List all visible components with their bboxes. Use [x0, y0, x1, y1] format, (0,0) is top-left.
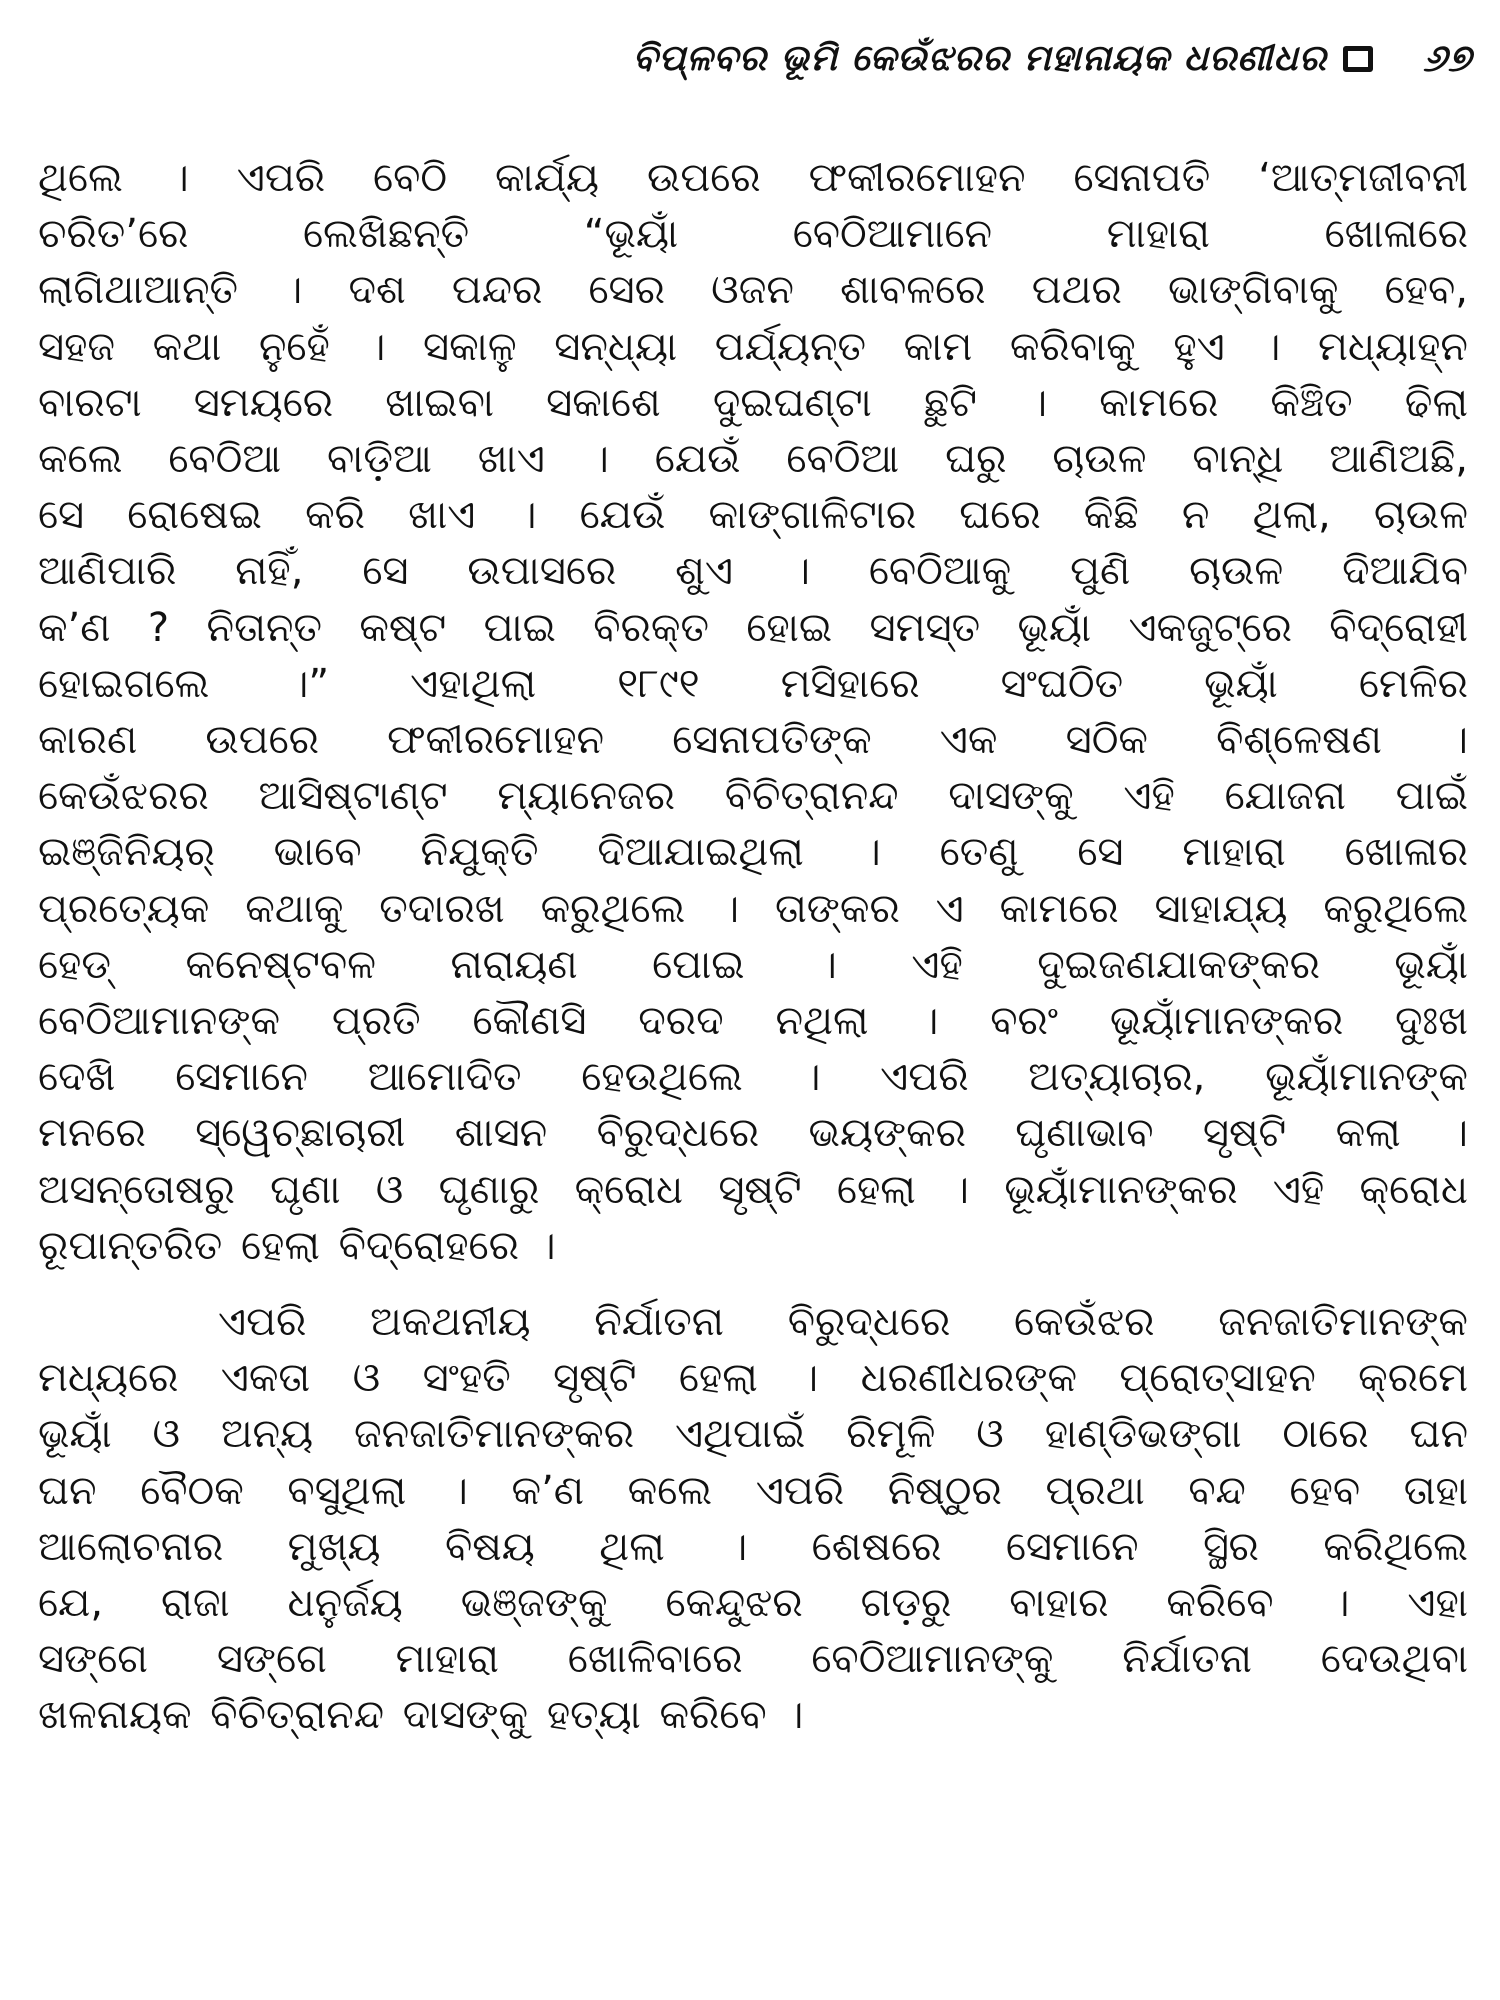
running-title: ବିପ୍ଳବର ଭୂମି କେଉଁଝରର ମହାନାୟକ ଧରଣୀଧର	[632, 37, 1327, 79]
paragraph-1	[38, 150, 1468, 1274]
text-line: କାରଣ ଉପରେ ଫକୀରମୋହନ ସେନାପତିଙ୍କ ଏକ ସଠିକ ବିଶ୍ଳେଷଣ ।	[38, 717, 1468, 764]
text-line: ଥିଲେ । ଏପରି ବେଠି କାର୍ଯ୍ୟ ଉପରେ ଫକୀରମୋହନ ସେନାପତି ‘ଆତ୍ମଜୀବନୀ	[38, 155, 1468, 201]
text-line: ଦେଖି ସେମାନେ ଆମୋଦିତ ହେଉଥିଲେ । ଏପରି ଅତ୍ୟାଚାର, ଭୂୟାଁମାନଙ୍କ	[38, 1054, 1468, 1101]
text-line: ମନରେ ସ୍ୱେଚ୍ଛାଚାରୀ ଶାସନ ବିରୁଦ୍ଧରେ ଭୟଙ୍କର ଘୃଣାଭାବ ସୃଷ୍ଟି କଲା ।	[38, 1110, 1468, 1157]
text-line: ମଧ୍ୟରେ ଏକତା ଓ ସଂହତି ସୃଷ୍ଟି ହେଲା । ଧରଣୀଧରଙ୍କ ପ୍ରୋତ୍ସାହନ କ୍ରମେ	[38, 1355, 1468, 1402]
text-line: ଯେ, ରାଜା ଧନୁର୍ଜୟ ଭଞ୍ଜଙ୍କୁ କେନ୍ଦୁଝର ଗଡ଼ରୁ ବାହାର କରିବେ । ଏହା	[38, 1580, 1468, 1627]
running-header	[0, 36, 1472, 81]
paragraph-gap	[38, 1274, 1468, 1294]
text-line: ଆଲୋଚନାର ମୁଖ୍ୟ ବିଷୟ ଥିଲା । ଶେଷରେ ସେମାନେ ସ୍ଥିର କରିଥିଲେ	[38, 1523, 1468, 1570]
text-line: ହୋଇଗଲେ ।” ଏହାଥିଲା ୧୮୯୧ ମସିହାରେ ସଂଘଠିତ ଭୂୟାଁ ମେଳିର	[38, 660, 1468, 707]
square-box-icon	[1343, 46, 1373, 72]
body-text	[38, 150, 1468, 1744]
text-line: ସଙ୍ଗେ ସଙ୍ଗେ ମାହାରା ଖୋଳିବାରେ ବେଠିଆମାନଙ୍କୁ ନିର୍ଯାତନା ଦେଉଥିବା	[38, 1636, 1468, 1683]
text-line: କଲେ ବେଠିଆ ବାଡ଼ିଆ ଖାଏ । ଯେଉଁ ବେଠିଆ ଘରୁ ଚାଉଳ ବାନ୍ଧି ଆଣିଅଛି,	[38, 436, 1468, 483]
text-line: ଭୂୟାଁ ଓ ଅନ୍ୟ ଜନଜାତିମାନଙ୍କର ଏଥିପାଇଁ ରିମୂଳି ଓ ହାଣ୍ଡିଭଙ୍ଗା ଠାରେ ଘନ	[38, 1411, 1468, 1458]
text-line: ବାରଟା ସମୟରେ ଖାଇବା ସକାଶେ ଦୁଇଘଣ୍ଟା ଛୁଟି । କାମରେ କିଞ୍ଚିତ ଢିଲା	[38, 379, 1468, 426]
text-line: ପ୍ରତ୍ୟେକ କଥାକୁ ତଦାରଖ କରୁଥିଲେ । ତାଙ୍କର ଏ କାମରେ ସାହାଯ୍ୟ କରୁଥିଲେ	[38, 885, 1468, 932]
text-line: ଚରିତ’ରେ ଲେଖିଛନ୍ତି “ଭୂୟାଁ ବେଠିଆମାନେ ମାହାରା ଖୋଳାରେ	[38, 211, 1468, 258]
text-line: ଅସନ୍ତୋଷରୁ ଘୃଣା ଓ ଘୃଣାରୁ କ୍ରୋଧ ସୃଷ୍ଟି ହେଲା । ଭୂୟାଁମାନଙ୍କର ଏହି କ୍ରୋଧ	[38, 1166, 1468, 1213]
text-line: ସେ ରୋଷେଇ କରି ଖାଏ । ଯେଉଁ କାଙ୍ଗାଳିଟାର ଘରେ କିଛି ନ ଥିଲା, ଚାଉଳ	[38, 492, 1468, 539]
text-line: ସହଜ କଥା ନୁହେଁ । ସକାଳୁ ସନ୍ଧ୍ୟା ପର୍ଯ୍ୟନ୍ତ କାମ କରିବାକୁ ହୁଏ । ମଧ୍ୟାହ୍ନ	[38, 323, 1468, 370]
text-line: ବେଠିଆମାନଙ୍କ ପ୍ରତି କୌଣସି ଦରଦ ନଥିଲା । ବରଂ ଭୂୟାଁମାନଙ୍କର ଦୁଃଖ	[38, 998, 1468, 1045]
text-line: କ’ଣ ? ନିତାନ୍ତ କଷ୍ଟ ପାଇ ବିରକ୍ତ ହୋଇ ସମସ୍ତ ଭୂୟାଁ ଏକଜୁଟ୍‌ରେ ବିଦ୍ରୋହୀ	[38, 604, 1468, 651]
text-line: ଘନ ବୈଠକ ବସୁଥିଲା । କ’ଣ କଲେ ଏପରି ନିଷ୍ଠୁର ପ୍ରଥା ବନ୍ଦ ହେବ ତାହା	[38, 1467, 1468, 1514]
text-line: ଏପରି ଅକଥନୀୟ ନିର୍ଯାତନା ବିରୁଦ୍ଧରେ କେଉଁଝର ଜନଜାତିମାନଙ୍କ	[218, 1299, 1468, 1346]
text-line: ଆଣିପାରି ନାହିଁ, ସେ ଉପାସରେ ଶୁଏ । ବେଠିଆକୁ ପୁଣି ଚାଉଳ ଦିଆଯିବ	[38, 548, 1468, 595]
text-line: ଇଞ୍ଜିନିୟର୍ ଭାବେ ନିଯୁକ୍ତି ଦିଆଯାଇଥିଲା । ତେଣୁ ସେ ମାହାରା ଖୋଳାର	[38, 829, 1468, 876]
text-line: ଲାଗିଥାଆନ୍ତି । ଦଶ ପନ୍ଦର ସେର ଓଜନ ଶାବଳରେ ପଥର ଭାଙ୍ଗିବାକୁ ହେବ,	[38, 267, 1468, 314]
paragraph-2	[38, 1294, 1468, 1744]
text-line: ହେଡ୍ କନେଷ୍ଟବଳ ନାରାୟଣ ପୋଇ । ଏହି ଦୁଇଜଣଯାକଙ୍କର ଭୂୟାଁ	[38, 941, 1468, 988]
text-line: ଖଳନାୟକ ବିଚିତ୍ରାନନ୍ଦ ଦାସଙ୍କୁ ହତ୍ୟା କରିବେ ।	[38, 1692, 804, 1739]
text-line: ରୂପାନ୍ତରିତ ହେଲା ବିଦ୍ରୋହରେ ।	[38, 1222, 556, 1269]
page-number: ୬୭	[1422, 36, 1472, 80]
text-line: କେଉଁଝରର ଆସିଷ୍ଟାଣ୍ଟ ମ୍ୟାନେଜର ବିଚିତ୍ରାନନ୍ଦ ଦାସଙ୍କୁ ଏହି ଯୋଜନା ପାଇଁ	[38, 773, 1468, 820]
